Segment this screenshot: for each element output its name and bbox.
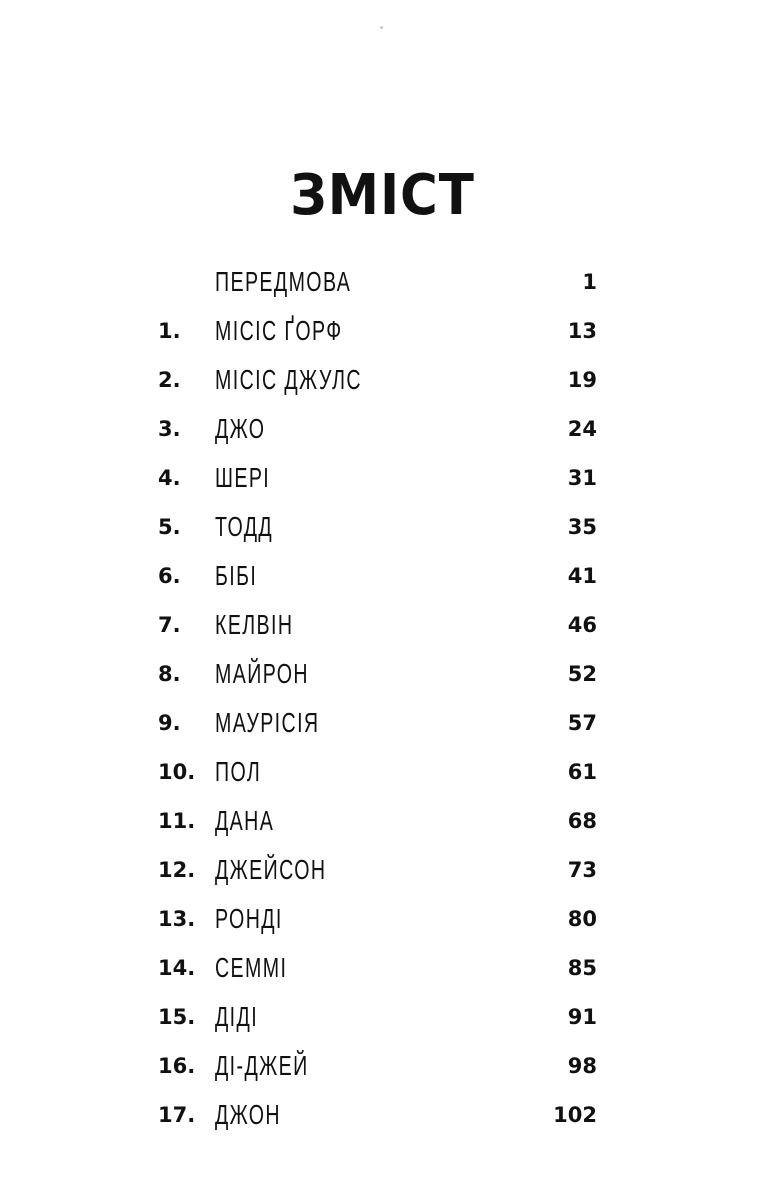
chapter-title: ДІДІ: [215, 1001, 259, 1032]
chapter-page-number: 52: [567, 662, 597, 686]
toc-entry: [0, 997, 765, 1046]
toc-entry: [0, 262, 765, 311]
chapter-title: БІБІ: [215, 560, 258, 591]
chapter-title: МАУРІСІЯ: [215, 707, 320, 738]
chapter-number: 7.: [158, 613, 181, 637]
toc-entry: [0, 556, 765, 605]
chapter-number: 5.: [158, 515, 181, 539]
chapter-page-number: 35: [567, 515, 597, 539]
chapter-title: ДАНА: [215, 805, 275, 836]
chapter-page-number: 13: [567, 319, 597, 343]
toc-entry: [0, 703, 765, 752]
toc-entry: [0, 752, 765, 801]
chapter-title: МІСІС ДЖУЛС: [215, 364, 362, 395]
table-of-contents: [0, 262, 765, 1144]
chapter-number: 13.: [158, 907, 196, 931]
chapter-page-number: 85: [567, 956, 597, 980]
chapter-number: 14.: [158, 956, 196, 980]
chapter-page-number: 41: [567, 564, 597, 588]
page-title: ЗМІСТ: [290, 163, 475, 228]
toc-entry: [0, 801, 765, 850]
chapter-page-number: 91: [567, 1005, 597, 1029]
chapter-page-number: 61: [567, 760, 597, 784]
chapter-title: ДЖОН: [215, 1099, 281, 1130]
chapter-page-number: 57: [567, 711, 597, 735]
chapter-page-number: 102: [553, 1103, 597, 1127]
toc-entry: [0, 458, 765, 507]
chapter-page-number: 31: [567, 466, 597, 490]
chapter-number: 11.: [158, 809, 196, 833]
paper-speck: [380, 26, 383, 29]
chapter-title: ПЕРЕДМОВА: [215, 266, 352, 297]
chapter-number: 2.: [158, 368, 181, 392]
chapter-page-number: 98: [567, 1054, 597, 1078]
chapter-number: 1.: [158, 319, 181, 343]
toc-entry: [0, 605, 765, 654]
chapter-title: КЕЛВІН: [215, 609, 294, 640]
chapter-page-number: 19: [567, 368, 597, 392]
chapter-number: 12.: [158, 858, 196, 882]
toc-entry: [0, 654, 765, 703]
toc-entry: [0, 507, 765, 556]
chapter-number: 10.: [158, 760, 196, 784]
chapter-title: МІСІС ҐОРФ: [215, 315, 343, 346]
chapter-title: ДЖЕЙСОН: [215, 854, 327, 885]
toc-entry: [0, 409, 765, 458]
toc-entry: [0, 1046, 765, 1095]
chapter-page-number: 24: [567, 417, 597, 441]
chapter-page-number: 80: [567, 907, 597, 931]
toc-entry: [0, 850, 765, 899]
chapter-title: РОНДІ: [215, 903, 283, 934]
toc-entry: [0, 899, 765, 948]
chapter-number: 4.: [158, 466, 181, 490]
toc-entry: [0, 948, 765, 997]
chapter-number: 16.: [158, 1054, 196, 1078]
chapter-number: 15.: [158, 1005, 196, 1029]
chapter-title: ШЕРІ: [215, 462, 271, 493]
chapter-number: 9.: [158, 711, 181, 735]
toc-entry: [0, 360, 765, 409]
chapter-number: 3.: [158, 417, 181, 441]
chapter-page-number: 46: [567, 613, 597, 637]
chapter-title: ТОДД: [215, 511, 274, 542]
chapter-number: 6.: [158, 564, 181, 588]
chapter-page-number: 68: [567, 809, 597, 833]
toc-entry: [0, 1095, 765, 1144]
chapter-number: 8.: [158, 662, 181, 686]
chapter-page-number: 1: [582, 270, 597, 294]
toc-entry: [0, 311, 765, 360]
chapter-title: МАЙРОН: [215, 658, 309, 689]
chapter-title: ПОЛ: [215, 756, 262, 787]
chapter-title: СЕММІ: [215, 952, 288, 983]
chapter-number: 17.: [158, 1103, 196, 1127]
chapter-title: ДІ-ДЖЕЙ: [215, 1050, 309, 1081]
chapter-title: ДЖО: [215, 413, 266, 444]
chapter-page-number: 73: [567, 858, 597, 882]
